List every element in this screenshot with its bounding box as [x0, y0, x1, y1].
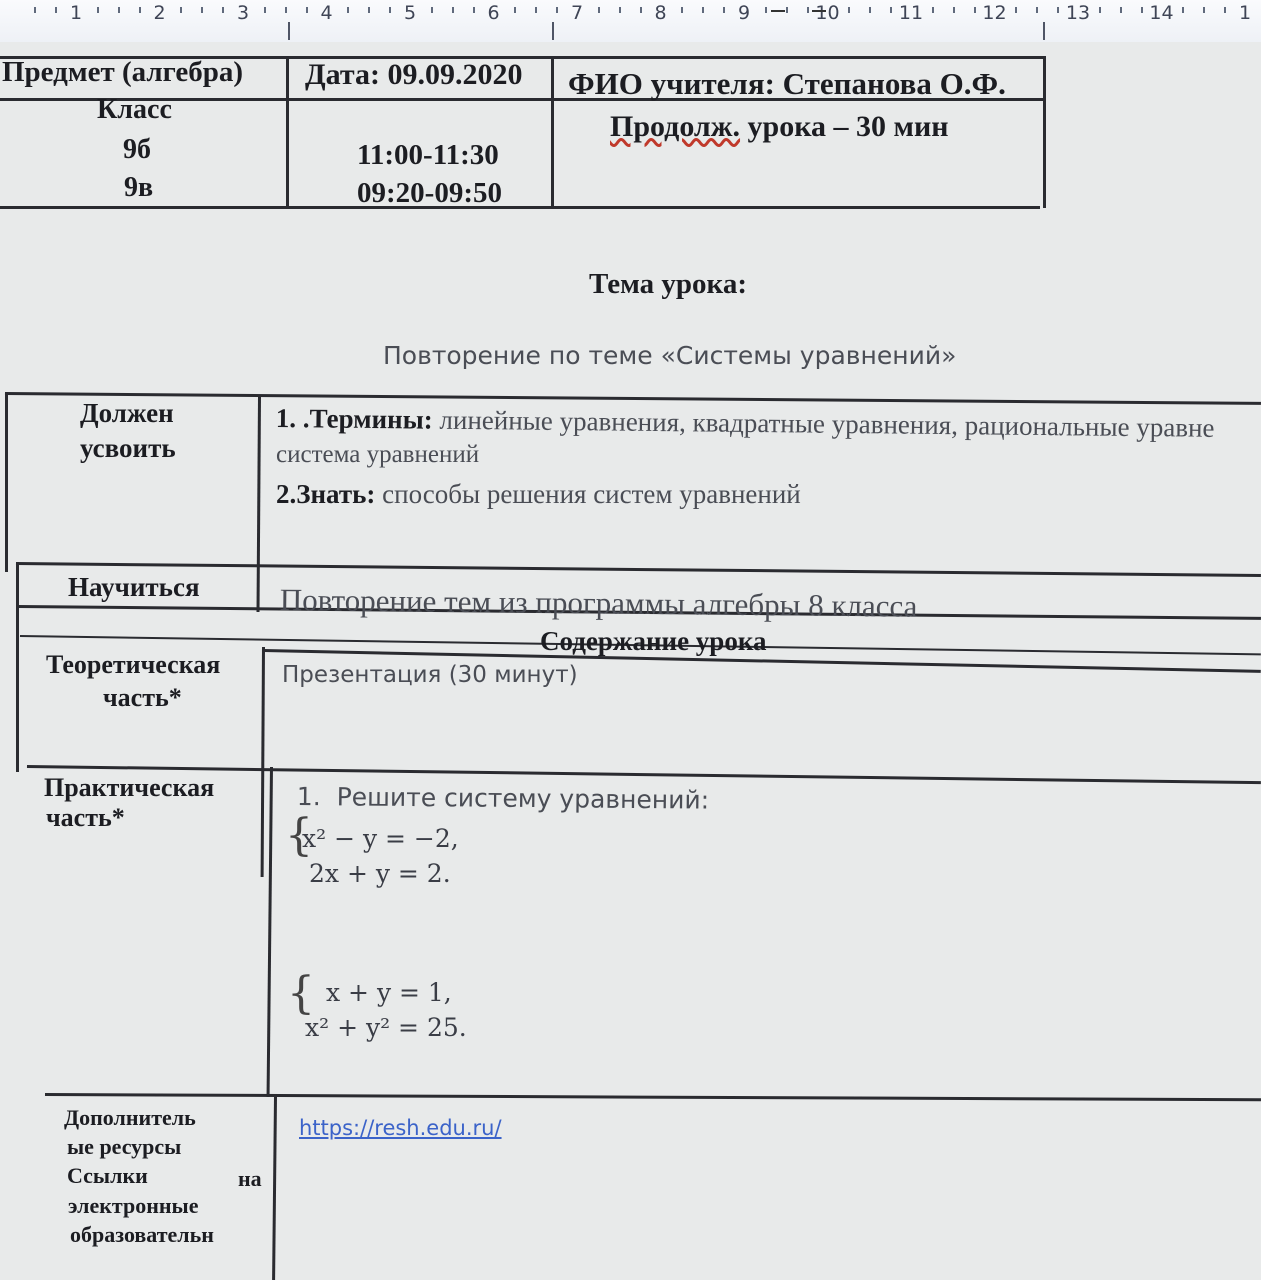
ruler-tick: [1141, 7, 1143, 13]
know-label: Знать:: [296, 479, 376, 509]
resources-label: Ссылки: [67, 1163, 148, 1188]
document-page[interactable]: [0, 42, 1261, 1280]
date-cell: Дата: 09.09.2020: [305, 58, 523, 91]
know-number: 2.: [276, 479, 297, 509]
table-border: [272, 1097, 277, 1280]
column-marker[interactable]: [552, 22, 554, 40]
ruler-tick: [974, 7, 976, 13]
table-border: [16, 562, 19, 772]
table-border: [45, 1093, 1261, 1101]
ruler-number: 1: [1238, 2, 1252, 24]
ruler-tick: [389, 7, 391, 13]
ruler-tick: [702, 7, 704, 13]
ruler-tick: [139, 7, 141, 13]
ruler-tab-stop[interactable]: [812, 0, 826, 12]
table-border: [5, 392, 1261, 405]
ruler-number: 1: [69, 2, 83, 24]
lesson-time: 09:20-09:50: [357, 177, 502, 209]
ruler-scale: [0, 0, 1261, 22]
ruler-tick: [535, 7, 537, 13]
system-1-equation-1: x² − y = −2,: [302, 824, 459, 853]
ruler-tick: [1120, 7, 1122, 13]
task-text: Решите систему уравнений:: [336, 782, 710, 815]
terms-text-continued: система уравнений: [276, 441, 480, 468]
duration-text: урока – 30 мин: [747, 110, 949, 143]
ruler-tick: [201, 7, 203, 13]
terms-number: 1. .: [275, 403, 310, 434]
teacher-cell: ФИО учителя: Степанова О.Ф.: [568, 66, 1006, 101]
class-value: 9б: [123, 134, 151, 165]
learn-label: Научиться: [68, 572, 200, 602]
system-2-equation-2: x² + y² = 25.: [305, 1013, 467, 1042]
ruler-tick: [1099, 7, 1101, 13]
class-label: Класс: [97, 94, 172, 125]
ruler-tick: [1057, 7, 1059, 13]
must-learn-label: усвоить: [80, 433, 176, 463]
ruler-number: 8: [654, 2, 667, 24]
ruler-tick: [786, 7, 788, 13]
content-header: Содержание урока: [540, 626, 767, 656]
topic-text: Повторение по теме «Системы уравнений»: [383, 341, 957, 370]
ruler-tick: [34, 7, 36, 13]
system-brace: {: [287, 968, 315, 1019]
know-text: способы решения систем уравнений: [375, 479, 801, 509]
ruler-tick: [180, 7, 182, 13]
ruler-tick: [807, 7, 809, 13]
ruler-tick: [1182, 7, 1184, 13]
ruler-number: 7: [570, 2, 584, 24]
task-line: [297, 782, 709, 815]
table-border: [261, 647, 265, 877]
ruler-tick: [264, 7, 266, 13]
ruler-tick: [765, 7, 767, 13]
lesson-time: 11:00-11:30: [357, 139, 499, 171]
ruler-tick: [452, 7, 454, 13]
ruler-tick: [1036, 7, 1038, 13]
ruler-number: 9: [737, 2, 751, 24]
ruler-tick: [514, 7, 516, 13]
ruler-number: 3: [236, 2, 250, 24]
duration-abbr: Продолж.: [610, 110, 741, 143]
resources-link[interactable]: https://resh.edu.ru/: [299, 1116, 502, 1140]
theory-text: Презентация (30 минут): [282, 662, 578, 688]
know-line: [276, 479, 801, 510]
class-value: 9в: [124, 172, 154, 203]
practice-label: Практическая: [44, 773, 215, 802]
resources-label: электронные: [68, 1193, 199, 1218]
table-border: [16, 562, 1261, 577]
resources-label: Дополнитель: [64, 1105, 196, 1130]
ruler-tick: [932, 7, 934, 13]
theory-label: Теоретическая: [46, 650, 221, 679]
ruler-number: 5: [403, 2, 417, 24]
ruler-number: 14: [1149, 2, 1174, 24]
ruler-tick: [681, 7, 683, 13]
ruler-tick: [306, 7, 308, 13]
must-learn-label: Должен: [80, 398, 174, 428]
ruler-tab-stop[interactable]: [771, 0, 785, 12]
terms-label: Термины:: [309, 403, 433, 435]
ruler-tick: [222, 7, 224, 13]
ruler-tick: [723, 7, 725, 13]
ruler-tick: [368, 7, 370, 13]
ruler-tick: [118, 7, 120, 13]
ruler-tick: [97, 7, 99, 13]
terms-text: линейные уравнения, квадратные уравнения, рациональные уравне: [432, 404, 1215, 443]
ruler-tick: [347, 7, 349, 13]
ruler-tick: [1015, 7, 1017, 13]
ruler-tick: [869, 7, 871, 13]
ruler-number: 10: [815, 2, 840, 24]
subject-cell: Предмет (алгебра): [2, 56, 244, 88]
table-border: [267, 767, 273, 1097]
theory-label: часть*: [103, 683, 182, 712]
ruler-tick: [556, 7, 558, 13]
resources-label: на: [238, 1166, 262, 1191]
table-border: [1043, 56, 1046, 208]
ruler-tick: [890, 7, 892, 13]
table-border: [0, 206, 1040, 209]
learn-text: Повторение тем из программы алгебры 8 класса: [279, 582, 918, 624]
table-border: [286, 56, 289, 208]
system-2-equation-1: x + y = 1,: [326, 978, 452, 1007]
ruler-number: 13: [1065, 2, 1091, 24]
practice-label: часть*: [46, 803, 125, 832]
ruler-number: 4: [320, 2, 333, 24]
topic-label: Тема урока:: [589, 268, 747, 300]
resources-label: ые ресурсы: [67, 1134, 182, 1159]
terms-line: [276, 403, 1215, 444]
ruler-tick: [848, 7, 850, 13]
ruler-tick: [1203, 7, 1205, 13]
ruler-tick: [473, 7, 475, 13]
table-border: [5, 392, 8, 572]
column-marker[interactable]: [288, 22, 290, 40]
task-number: 1.: [296, 782, 321, 812]
system-1-equation-2: 2x + y = 2.: [309, 859, 451, 888]
ruler-number: 2: [153, 2, 166, 24]
ruler-tick: [55, 7, 57, 13]
column-marker[interactable]: [1043, 22, 1045, 40]
ruler-tick: [619, 7, 621, 13]
duration-cell: [610, 110, 949, 144]
ruler-number: 11: [898, 2, 924, 24]
system-brace: {: [285, 810, 313, 861]
ruler-number: 6: [487, 2, 500, 24]
ruler-number: 12: [982, 2, 1007, 24]
ruler-tick: [953, 7, 955, 13]
horizontal-ruler[interactable]: [0, 0, 1261, 43]
resources-label: образовательн: [70, 1222, 214, 1247]
ruler-tick: [598, 7, 600, 13]
ruler-tick: [640, 7, 642, 13]
ruler-tick: [431, 7, 433, 13]
ruler-tick: [1224, 7, 1226, 13]
table-border: [551, 56, 554, 208]
ruler-tick: [285, 7, 287, 13]
table-border: [256, 397, 261, 612]
